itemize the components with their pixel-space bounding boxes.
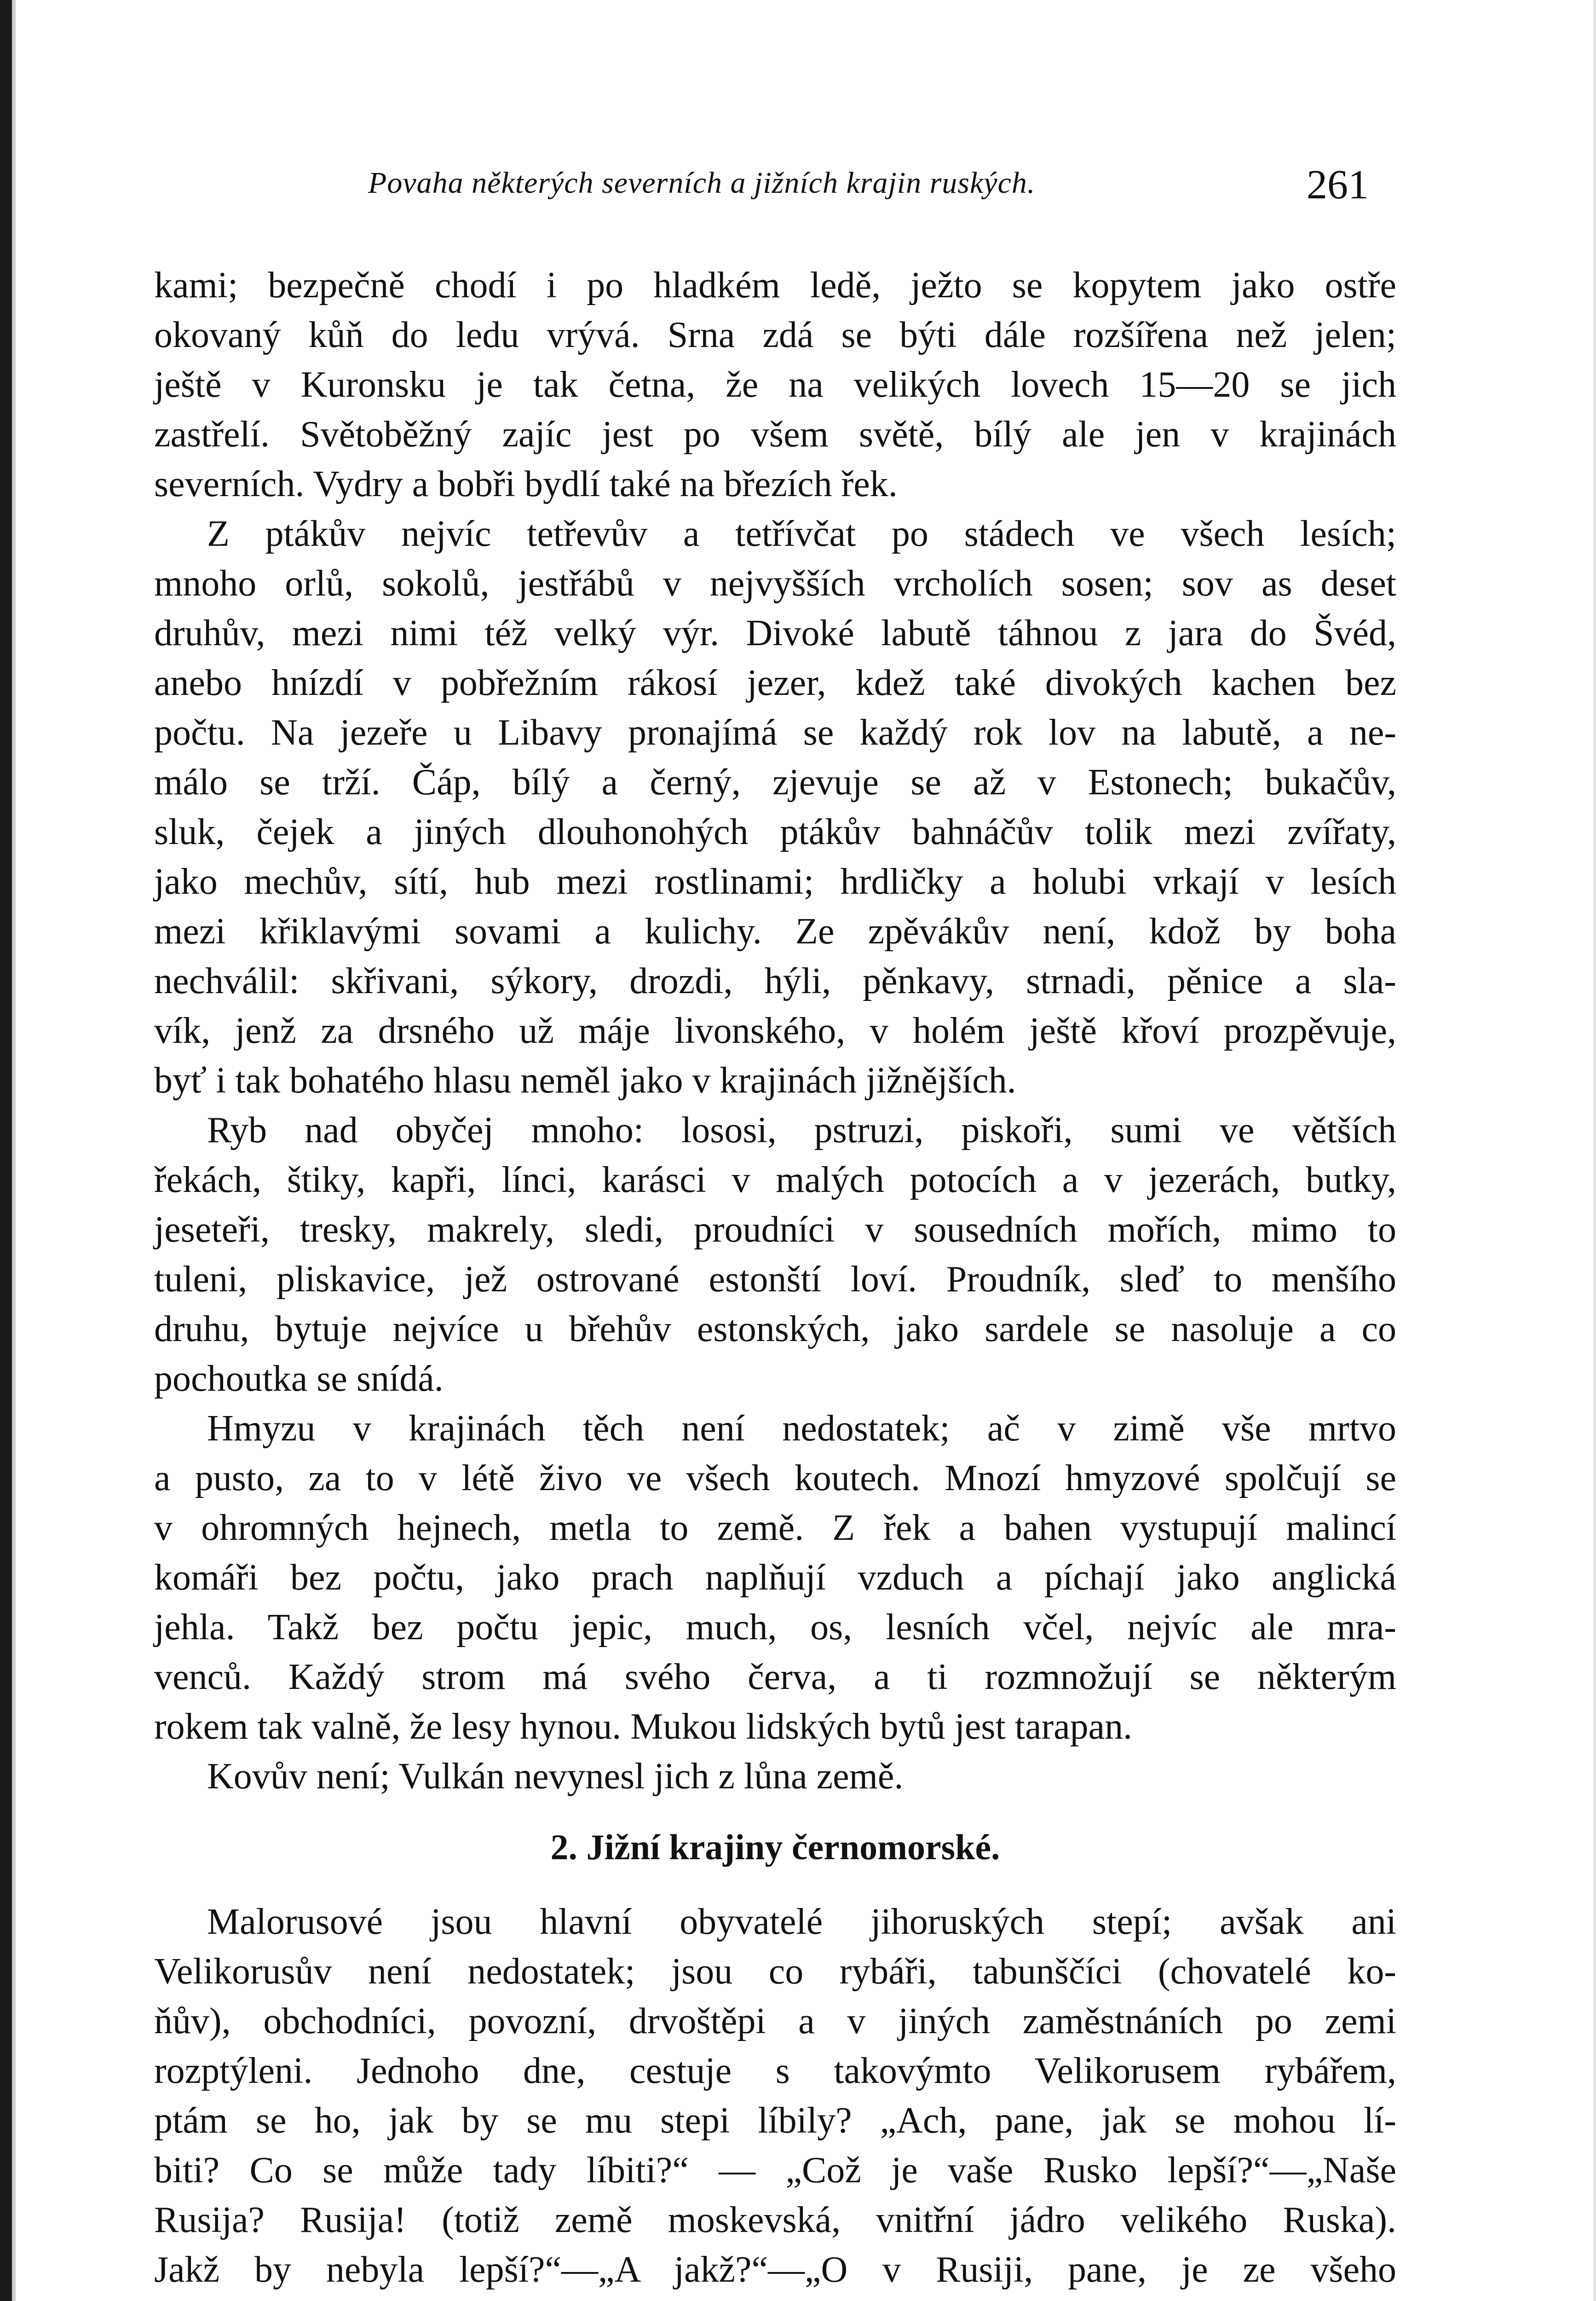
text-line: málo se trží. Čáp, bílý a černý, zjevuje se až v Estonech; bukačův, xyxy=(154,762,1396,803)
text-line: zastřelí. Světoběžný zajíc jest po všem světě, bílý ale jen v krajinách xyxy=(154,414,1396,455)
text-line: mnoho orlů, sokolů, jestřábů v nejvyšších vrcholích sosen; sov as deset xyxy=(154,563,1396,604)
text-line: venců. Každý strom má svého červa, a ti rozmnožují se některým xyxy=(154,1657,1396,1697)
text-line: okovaný kůň do ledu vrývá. Srna zdá se býti dále rozšířena než jelen; xyxy=(154,315,1396,355)
text-line: Kovův není; Vulkán nevynesl jich z lůna země. xyxy=(207,1756,904,1797)
scan-edge-shadow xyxy=(12,0,16,2301)
text-line: ňův), obchodníci, povozní, drvoštěpi a v jiných zaměstnáních po zemi xyxy=(154,2001,1396,2041)
section-heading: 2. Jižní krajiny černomorské. xyxy=(550,1827,1000,1867)
text-line: a pusto, za to v létě živo ve všech koutech. Mnozí hmyzové spolčují se xyxy=(154,1458,1396,1498)
scan-edge-left xyxy=(0,0,12,2301)
text-line: Ryb nad obyčej mnoho: lososi, pstruzi, piskoři, sumi ve větších xyxy=(207,1110,1396,1150)
text-line: Malorusové jsou hlavní obyvatelé jihoruských stepí; avšak ani xyxy=(207,1902,1396,1942)
text-line: Z ptákův nejvíc tetřevův a tetřívčat po stádech ve všech lesích; xyxy=(207,514,1396,554)
text-line: ptám se ho, jak by se mu stepi líbily? „Ach, pane, jak se mohou lí- xyxy=(154,2100,1396,2141)
paragraph xyxy=(154,1897,1396,2295)
text-line: Hmyzu v krajinách těch není nedostatek; ač v zimě vše mrtvo xyxy=(207,1408,1396,1449)
text-line: pochoutka se snídá. xyxy=(154,1359,444,1399)
text-line: tuleni, pliskavice, jež ostrované estonští loví. Proudník, sleď to menšího xyxy=(154,1259,1396,1300)
text-line: řekách, štiky, kapři, línci, karásci v malých potocích a v jezerách, butky, xyxy=(154,1160,1396,1200)
text-line: mezi křiklavými sovami a kulichy. Ze zpěvákův není, kdož by boha xyxy=(154,911,1396,952)
text-line: sluk, čejek a jiných dlouhonohých ptákův bahnáčův tolik mezi zvířaty, xyxy=(154,812,1396,852)
paragraph xyxy=(154,509,1396,1105)
text-line: jako mechův, sítí, hub mezi rostlinami; hrdličky a holubi vrkají v lesích xyxy=(154,861,1396,902)
text-line: jeseteři, tresky, makrely, sledi, proudníci v sousedních mořích, mimo to xyxy=(154,1209,1396,1250)
text-line: kami; bezpečně chodí i po hladkém ledě, ježto se kopytem jako ostře xyxy=(154,265,1396,306)
text-line: rozptýleni. Jednoho dne, cestuje s takovýmto Velikorusem rybářem, xyxy=(154,2051,1396,2091)
text-line: Rusija? Rusija! (totiž země moskevská, vnitřní jádro velikého Ruska). xyxy=(154,2200,1396,2240)
scan-edge-right xyxy=(1593,0,1596,2301)
text-line: jehla. Takž bez počtu jepic, much, os, lesních včel, nejvíc ale mra- xyxy=(154,1607,1396,1648)
paragraph xyxy=(154,260,1396,509)
text-line: komáři bez počtu, jako prach naplňují vzduch a píchají jako anglická xyxy=(154,1557,1396,1598)
text-line: Jakž by nebyla lepší?“—„A jakž?“—„O v Rusiji, pane, je ze všeho xyxy=(154,2249,1396,2290)
text-line: ještě v Kuronsku je tak četna, že na velikých lovech 15—20 se jich xyxy=(154,364,1396,405)
text-line: anebo hnízdí v pobřežním rákosí jezer, kdež také divokých kachen bez xyxy=(154,663,1396,703)
text-line: byť i tak bohatého hlasu neměl jako v krajinách jižnějších. xyxy=(154,1060,1016,1101)
text-line: vík, jenž za drsného už máje livonského, v holém ještě křoví prozpěvuje, xyxy=(154,1011,1396,1051)
page-number: 261 xyxy=(1307,162,1369,208)
paragraph xyxy=(154,1752,1396,1801)
text-line: druhu, bytuje nejvíce u břehův estonských, jako sardele se nasoluje a co xyxy=(154,1309,1396,1349)
text-line: druhův, mezi nimi též velký výr. Divoké labutě táhnou z jara do Švéd, xyxy=(154,613,1396,653)
text-line: nechválil: skřivani, sýkory, drozdi, hýli, pěnkavy, strnadi, pěnice a sla- xyxy=(154,961,1396,1001)
text-line: biti? Co se může tady líbiti?“ — „Což je vaše Rusko lepší?“—„Naše xyxy=(154,2150,1396,2191)
page-body xyxy=(154,260,1396,2295)
text-line: severních. Vydry a bobři bydlí také na březích řek. xyxy=(154,464,898,504)
running-title: Povaha některých severních a jižních krajin ruských. xyxy=(368,166,1036,200)
text-line: počtu. Na jezeře u Libavy pronajímá se každý rok lov na labutě, a ne- xyxy=(154,712,1396,753)
paragraph xyxy=(154,1105,1396,1404)
paragraph xyxy=(154,1404,1396,1752)
text-line: v ohromných hejnech, metla to země. Z řek a bahen vystupují malincí xyxy=(154,1508,1396,1548)
text-line: Velikorusův není nedostatek; jsou co rybáři, tabunščíci (chovatelé ko- xyxy=(154,1951,1396,1992)
text-line: rokem tak valně, že lesy hynou. Mukou lidských bytů jest tarapan. xyxy=(154,1706,1133,1747)
